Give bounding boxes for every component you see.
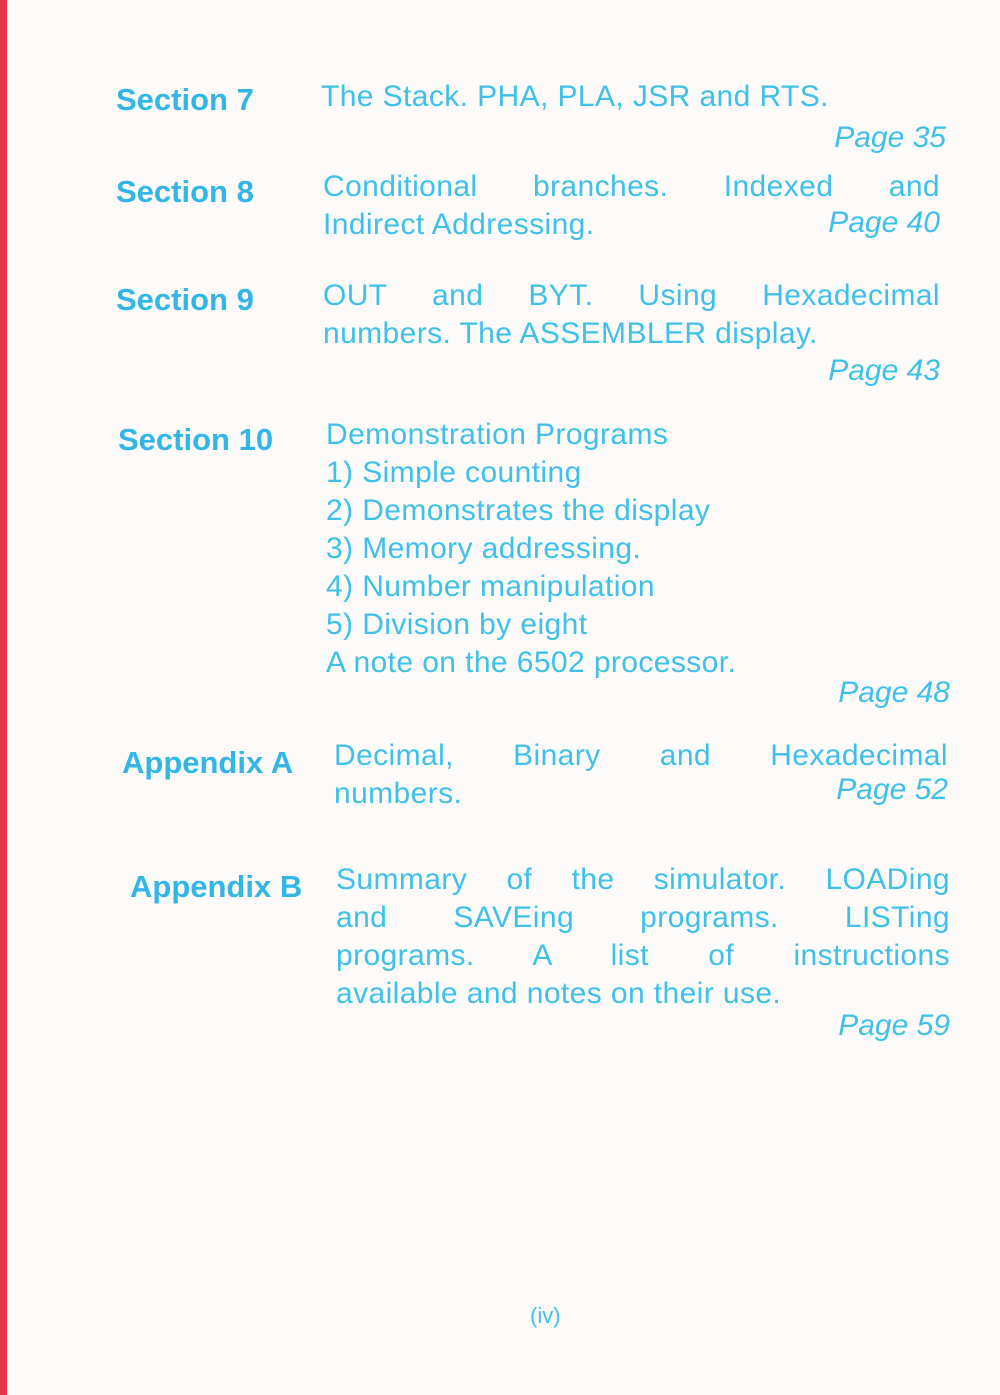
description-line: numbers. The ASSEMBLER display. <box>323 317 818 350</box>
description-line: 3) Memory addressing. <box>326 532 642 565</box>
toc-entry-section-8 <box>116 168 940 248</box>
description-line: The Stack. PHA, PLA, JSR and RTS. <box>321 80 829 113</box>
entry-label: Section 9 <box>116 282 254 317</box>
description-line: and SAVEing programs. LISTing <box>336 901 950 934</box>
description-line: Decimal, Binary and Hexadecimal <box>334 739 948 772</box>
toc-entry-section-10 <box>118 416 950 716</box>
entry-page-number: Page 40 <box>828 206 940 239</box>
entry-label: Appendix A <box>122 745 294 780</box>
entry-label: Section 7 <box>116 82 254 117</box>
description-line: numbers. <box>334 777 463 810</box>
description-line: programs. A list of instructions <box>336 939 950 972</box>
entry-page-number: Page 59 <box>838 1009 950 1042</box>
toc-entry-section-9 <box>116 277 940 397</box>
description-line: Indirect Addressing. <box>323 208 595 241</box>
entry-description <box>326 416 886 682</box>
toc-entry-section-7 <box>116 78 946 168</box>
toc-entry-appendix-a <box>122 737 948 817</box>
entry-label: Appendix B <box>130 869 303 904</box>
description-line: 4) Number manipulation <box>326 570 655 603</box>
entry-page-number: Page 52 <box>836 773 948 806</box>
entry-page-number: Page 35 <box>834 121 946 154</box>
entry-label: Section 8 <box>116 174 254 209</box>
entry-description <box>336 861 950 1013</box>
description-line: available and notes on their use. <box>336 977 782 1010</box>
page-folio: (iv) <box>530 1303 561 1328</box>
entry-label: Section 10 <box>118 422 274 457</box>
entry-description <box>323 277 940 353</box>
description-line: Summary of the simulator. LOADing <box>336 863 950 896</box>
entry-page-number: Page 48 <box>838 676 950 709</box>
description-line: A note on the 6502 processor. <box>326 646 737 679</box>
description-line: Demonstration Programs <box>326 418 669 451</box>
description-line: 2) Demonstrates the display <box>326 494 711 527</box>
entry-page-number: Page 43 <box>828 354 940 387</box>
description-line: 5) Division by eight <box>326 608 588 641</box>
description-line: 1) Simple counting <box>326 456 582 489</box>
description-line: Conditional branches. Indexed and <box>323 170 940 203</box>
description-line: OUT and BYT. Using Hexadecimal <box>323 279 940 312</box>
toc-entry-appendix-b <box>130 861 950 1046</box>
entry-description <box>321 78 941 116</box>
